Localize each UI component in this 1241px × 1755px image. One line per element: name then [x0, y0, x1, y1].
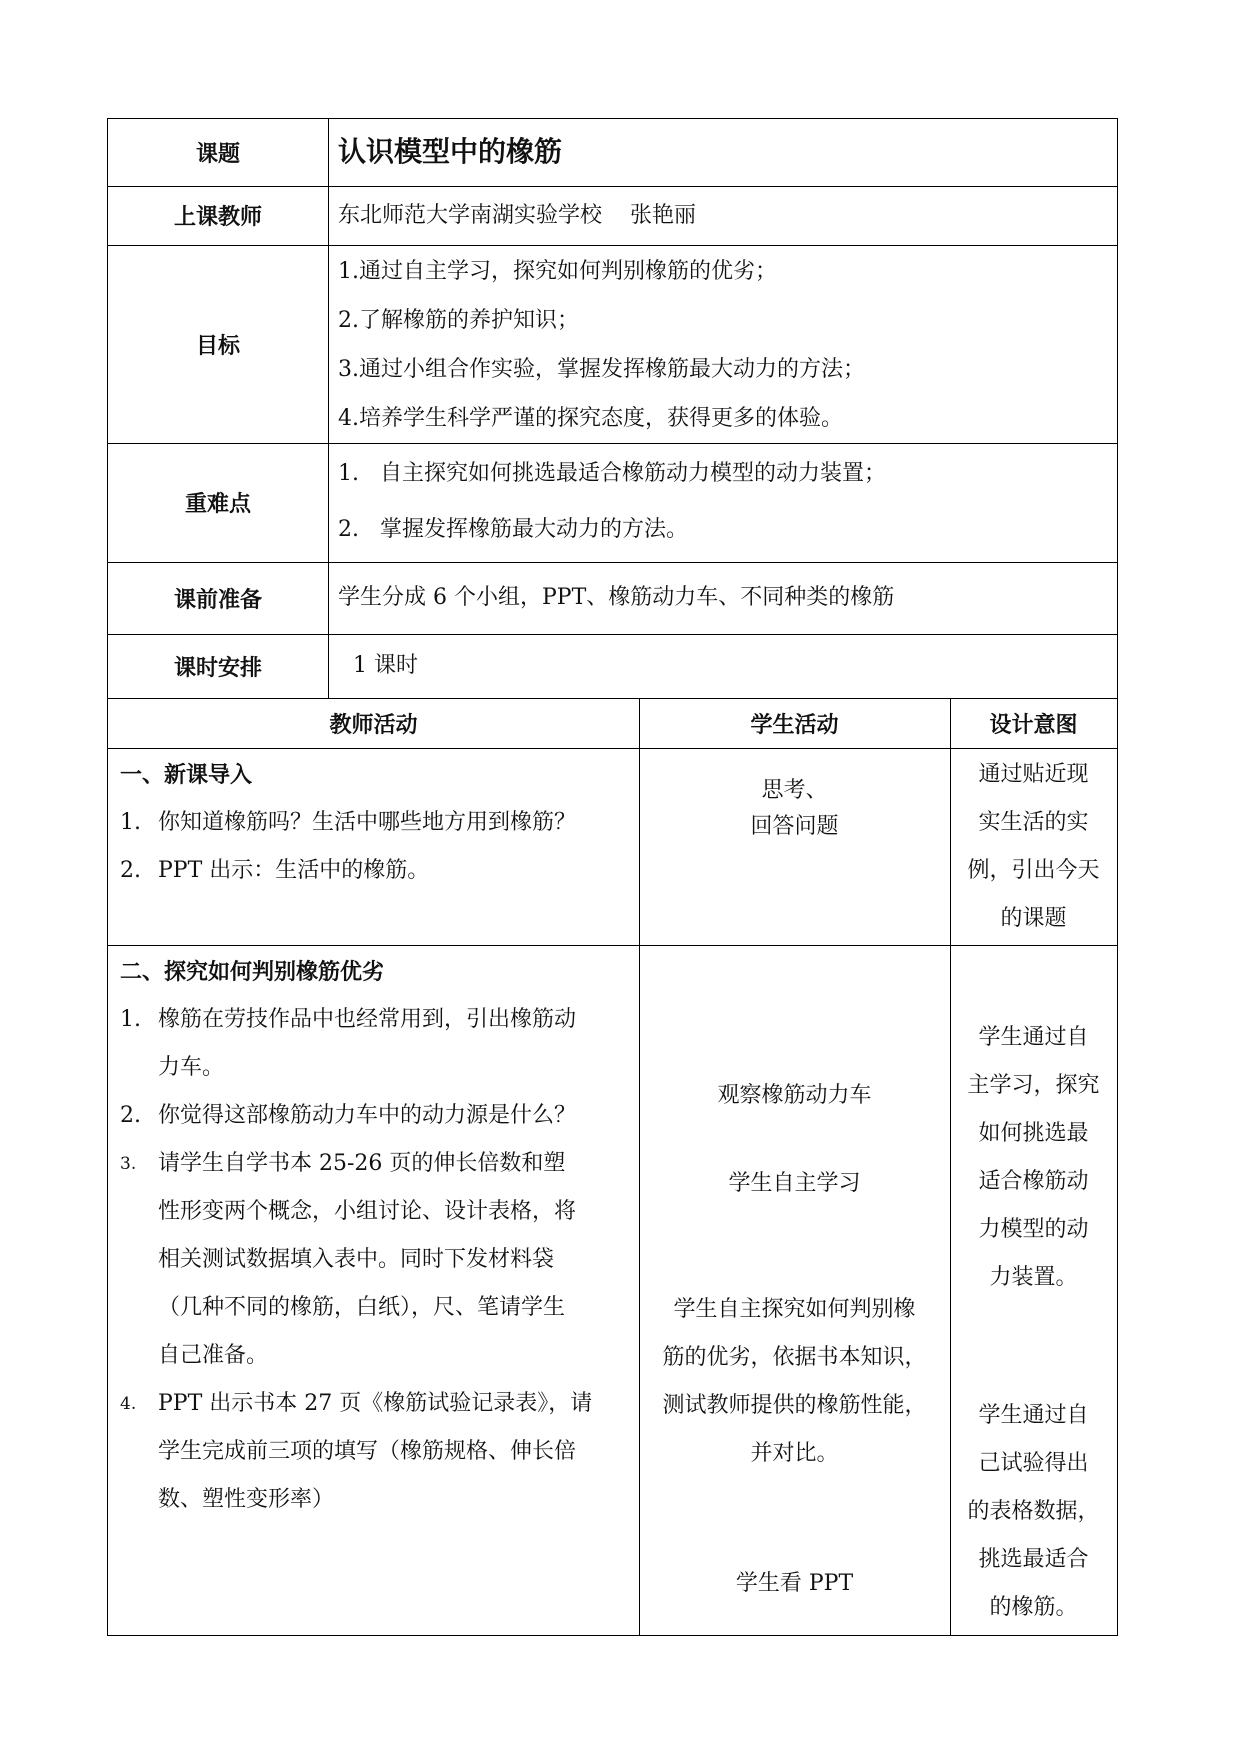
keypoints-label: 重难点: [184, 492, 251, 517]
intent-line: 己试验得出: [978, 1451, 1089, 1476]
title-row: [108, 119, 1117, 187]
item-number: 3.: [120, 1154, 137, 1174]
item-text: 数、塑性变形率）: [158, 1487, 335, 1512]
student-line: 思考、: [761, 778, 828, 803]
schedule-text: 1 课时: [353, 653, 418, 678]
student-line: 测试教师提供的橡筋性能，: [662, 1393, 927, 1418]
activity-section: [108, 699, 1117, 1635]
intent-line: 力模型的动: [978, 1217, 1089, 1242]
item-number: 2.: [120, 858, 141, 883]
goals-list: [338, 247, 1107, 443]
title-label: 课题: [195, 141, 240, 167]
lesson-plan-table: [107, 118, 1118, 1636]
goal-item: 3.通过小组合作实验，掌握发挥橡筋最大动力的方法；: [338, 357, 865, 382]
item-number: 4.: [120, 1394, 137, 1414]
item-text: PPT 出示书本 27 页《橡筋试验记录表》，请: [158, 1391, 593, 1416]
label-divider: [328, 119, 329, 699]
intent-line: 力装置。: [989, 1265, 1078, 1290]
goals-label: 目标: [195, 333, 240, 359]
item-text: 学生完成前三项的填写（橡筋规格、伸长倍: [158, 1439, 577, 1464]
column-divider: [950, 699, 951, 1635]
column-header-teacher: 教师活动: [329, 712, 418, 738]
item-text: 力车。: [158, 1055, 225, 1080]
student-line: 筋的优劣，依据书本知识，: [662, 1345, 927, 1370]
student-view-ppt: 学生看 PPT: [735, 1571, 854, 1596]
section1-title: 一、新课导入: [120, 763, 253, 788]
item-text: 你觉得这部橡筋动力车中的动力源是什么？: [158, 1103, 577, 1128]
item-text: 请学生自学书本 25-26 页的伸长倍数和塑: [158, 1151, 566, 1176]
goals-row: [108, 246, 1117, 444]
item-number: 1.: [120, 810, 141, 835]
schedule-row: [108, 635, 1117, 699]
list-item: [120, 847, 632, 895]
item-text: 你知道橡筋吗？生活中哪些地方用到橡筋？: [158, 810, 577, 835]
teacher-row: [108, 187, 1117, 246]
goal-item: 1.通过自主学习，探究如何判别橡筋的优劣；: [338, 259, 777, 284]
column-header-intent: 设计意图: [989, 712, 1078, 738]
intent-line: 适合橡筋动: [978, 1169, 1089, 1194]
lesson-title: 认识模型中的橡筋: [338, 135, 563, 168]
intent-line: 学生通过自: [978, 1025, 1089, 1050]
section1-teacher-cell: [120, 753, 632, 895]
prep-label: 课前准备: [173, 587, 262, 613]
item-text: 相关测试数据填入表中。同时下发材料袋: [158, 1247, 555, 1272]
item-number: 2.: [120, 1103, 141, 1128]
list-item: [120, 996, 632, 1092]
section2-row: [108, 946, 1117, 1635]
item-text: 橡筋在劳技作品中也经常用到，引出橡筋动: [158, 1007, 577, 1032]
list-item: [120, 1140, 632, 1380]
item-text: 性形变两个概念，小组讨论、设计表格，将: [158, 1199, 577, 1224]
keypoint-item: 1. 自主探究如何挑选最适合橡筋动力模型的动力装置；: [338, 461, 886, 486]
student-selfstudy: 学生自主学习: [728, 1171, 861, 1196]
item-text: （几种不同的橡筋，白纸），尺、笔请学生: [158, 1295, 566, 1320]
section1-student-cell: [639, 773, 950, 845]
item-text: 自己准备。: [158, 1343, 269, 1368]
list-item: [120, 1092, 632, 1140]
student-line: 并对比。: [750, 1441, 839, 1466]
intent-line: 例，引出今天: [967, 858, 1100, 883]
intent-line: 如何挑选最: [978, 1121, 1089, 1146]
intent-line: 主学习，探究: [967, 1073, 1100, 1098]
section2-teacher-cell: [120, 950, 632, 1524]
section1-row: [108, 749, 1117, 946]
teacher-name: 东北师范大学南湖实验学校 张艳丽: [338, 203, 696, 228]
keypoints-list: [338, 446, 1107, 558]
student-line: 学生自主探究如何判别橡: [673, 1297, 916, 1322]
section2-title: 二、探究如何判别橡筋优劣: [120, 960, 385, 985]
list-item: [120, 1380, 632, 1524]
intent-line: 学生通过自: [978, 1403, 1089, 1428]
prep-text: 学生分成 6 个小组，PPT、橡筋动力车、不同种类的橡筋: [338, 585, 895, 610]
section1-intent-cell: [950, 751, 1117, 943]
goal-item: 2.了解橡筋的养护知识；: [338, 308, 579, 333]
teacher-label: 上课教师: [173, 205, 262, 230]
intent-line: 的橡筋。: [989, 1595, 1078, 1620]
activity-header-row: [108, 699, 1117, 749]
column-divider: [639, 699, 640, 1635]
prep-row: [108, 563, 1117, 635]
student-observe: 观察橡筋动力车: [717, 1083, 872, 1108]
keypoints-row: [108, 444, 1117, 563]
item-text: PPT 出示：生活中的橡筋。: [158, 858, 430, 883]
keypoint-item: 2. 掌握发挥橡筋最大动力的方法。: [338, 517, 688, 542]
intent-line: 实生活的实: [978, 810, 1089, 835]
schedule-label: 课时安排: [173, 655, 262, 681]
item-number: 1.: [120, 1007, 141, 1032]
intent-line: 挑选最适合: [978, 1547, 1089, 1572]
column-header-student: 学生活动: [750, 712, 839, 738]
intent-line: 通过贴近现: [978, 762, 1089, 787]
section2-intent-cell: [950, 946, 1117, 1635]
list-item: [120, 799, 632, 847]
intent-line: 的表格数据，: [967, 1499, 1100, 1524]
section2-student-cell: [639, 946, 950, 1635]
goal-item: 4.培养学生科学严谨的探究态度，获得更多的体验。: [338, 406, 843, 431]
student-line: 回答问题: [750, 814, 839, 839]
intent-line: 的课题: [1000, 906, 1067, 931]
